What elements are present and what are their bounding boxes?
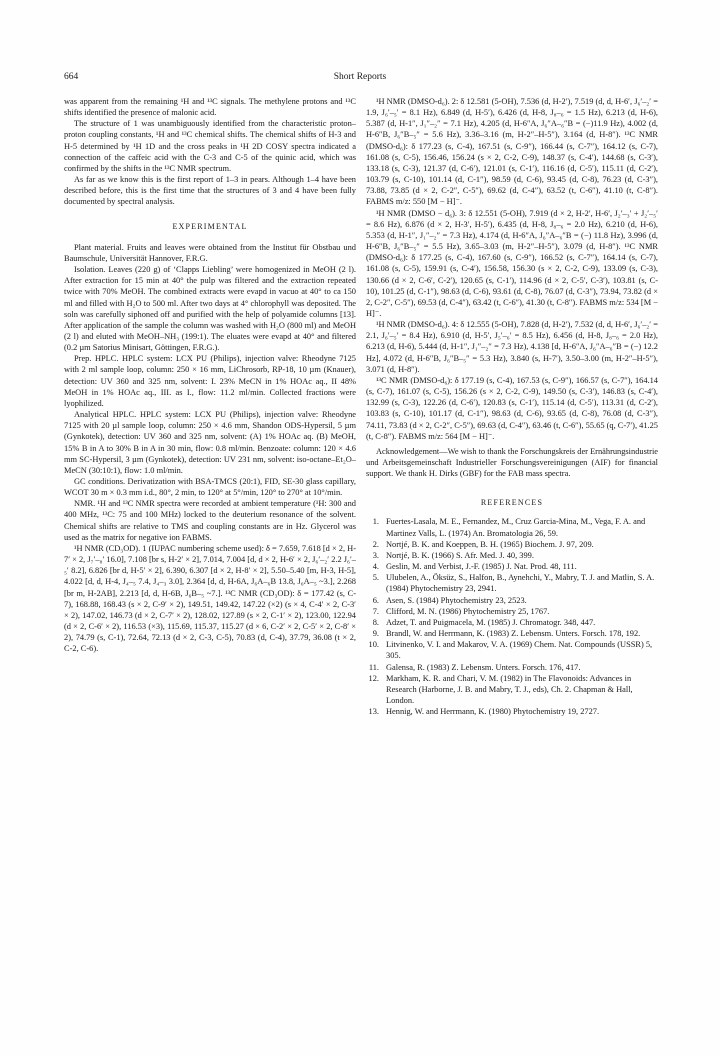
- body-paragraph: NMR. ¹H and ¹³C NMR spectra were recorded at ambient temperature (¹H: 300 and 400 MHz, ¹³C: 75 and 100 MHz) locked to the deuterium resonance of the solvent. Chemical shifts are relative to TMS and coupling constants are in Hz. Glycerol was used as the matrix for negative ion FABMS.: [64, 499, 356, 542]
- body-paragraph: The structure of 1 was unambiguously identified from the characteristic proton–proton coupling constants, ¹H and ¹³C chemical shifts. The chemical shifts of H-3 and H-5 determined by ¹H 1D and the cross peaks in ¹H 2D COSY spectra indicated a connection of the caffeic acid with the C-3 and C-5 of the quinic acid, which was confirmed by the shifts in the ¹³C NMR spectrum.: [64, 119, 356, 173]
- body-paragraph: GC conditions. Derivatization with BSA-TMCS (20:1), FID, SE-30 glass capillary, WCOT 30 m × 0.3 mm i.d., 80°, 2 min, to 120° at 5°/min, 120° to 270° at 10°/min.: [64, 477, 356, 498]
- nmr-paragraph: ¹H NMR (DMSO-d₆). 2: δ 12.581 (5-OH), 7.536 (d, H-2′), 7.519 (d, d, H-6′, J₆′–₂′ = 1.9, J₆′–₅′ = 8.1 Hz), 6.849 (d, H-5′), 6.426 (d, H-8, J₈–₆ = 1.5 Hz), 6.213 (d, H-6), 5.387 (d, H-1″, J₁″–₂″ = 7.1 Hz), 4.205 (d, H-6″A, J₆″A–₆″B = (−)11.9 Hz), 4.002 (d, H-6″B, J₆″B–₅″ = 5.6 Hz), 3.36–3.16 (m, H-2″–H-5″), 3.164 (d, H-8″). ¹³C NMR (DMSO-d₆): δ 177.23 (s, C-4), 167.51 (s, C-9″), 166.44 (s, C-7″), 164.12 (s, C-7), 161.08 (s, C-5), 156.46, 156.24 (s × 2, C-2, C-9), 148.37 (s, C-4′), 144.68 (s, C-3′), 133.18 (s, C-3), 121.37 (d, C-6′), 121.01 (s, C-1′), 116.16 (d, C-5′), 115.11 (d, C-2′), 103.79 (s, C-10), 101.14 (d, C-1″), 98.59 (d, C-6), 93.45 (d, C-8), 76.23 (d, C-3″), 73.88, 73.85 (d × 2, C-2″, C-5″), 69.62 (d, C-4″), 63.52 (t, C-6″), 41.10 (t, C-8″). FABMS m/z: 550 [M − H]⁻.: [366, 97, 658, 207]
- reference-item: 12. Markham, K. R. and Chari, V. M. (1982) in The Flavonoids: Advances in Research (Harborne, J. B. and Mabry, T. J., eds), Ch. 2. Chapman & Hall, London.: [368, 673, 633, 705]
- nmr-paragraph: ¹H NMR (DMSO − d₆). 3: δ 12.551 (5-OH), 7.919 (d × 2, H-2′, H-6′, J₂′–₃′ + J₂′–₅′ = 8.6 Hz), 6.876 (d × 2, H-3′, H-5′), 6.435 (d, H-8, J₈–₆ = 2.0 Hz), 6.210 (d, H-6), 5.353 (d, H-1″, J₁″–₂″ = 7.3 Hz), 4.174 (d, H-6″A, J₆″A–₆″B = (−) 11.8 Hz), 3.996 (d, H-6″B, J₆″B–₅″ = 5.5 Hz), 3.65–3.03 (m, H-2″–H-5″), 3.079 (d, H-8″). ¹³C NMR (DMSO-d₆): δ 177.25 (s, C-4), 167.60 (s, C-9″), 166.52 (s, C-7″), 164.14 (s, C-7), 161.08 (s, C-5), 159.91 (s, C-4′), 156.58, 156.30 (s × 2, C-2, C-9), 133.09 (s, C-3), 130.66 (d × 2, C-6′, C-2′), 120.65 (s, C-1′), 114.96 (d × 2, C-5′, C-3′), 103.81 (s, C-10), 101.25 (d, C-1″), 98.63 (d, C-6), 93.61 (d, C-8), 76.07 (d, C-3″), 73.94, 73.82 (d × 2, C-2″, C-5″), 69.53 (d, C-4″), 63.42 (t, C-6″), 41.30 (t, C-8″). FABMS m/z: 534 [M − H]⁻.: [366, 208, 658, 318]
- body-paragraph: Isolation. Leaves (220 g) of ‘Clapps Liebling’ were homogenized in MeOH (2 l). After extraction for 15 min at 40° the pulp was filtered and the extraction repeated twice with 70% MeOH. The combined extracts were evapd in vacuo at 40° to ca 150 ml and filled with H₂O to 500 ml. After two days at 4° chlorophyll was deposited. The soln was carefully siphoned off and purified with the help of polyamide columns [13]. After application of the sample the column was washed with H₂O (800 ml) and MeOH (2 l) and eluted with MeOH–NH₃ (199:1). The eluates were evapd at 40° and filtered (0.2 µm Satorius Minisart, Göttingen, F.R.G.).: [64, 265, 356, 353]
- acknowledgement: Acknowledgement—We wish to thank the Forschungskreis der Ernährungsindustrie und Arbeitsgemeinschaft Industrieller Forschungsvereinigungen (AIF) for financial support. We thank H. Dirks (GBF) for the FAB mass spectra.: [366, 446, 658, 479]
- reference-item: 2. Nortjé, B. K. and Koeppen, B. H. (1965) Biochem. J. 97, 209.: [372, 539, 594, 549]
- reference-item: 9. Brandl, W. and Herrmann, K. (1983) Z. Lebensm. Unters. Forsch. 178, 192.: [372, 629, 641, 639]
- references-heading: REFERENCES: [480, 498, 544, 508]
- reference-item: 1. Fuertes-Lasala, M. E., Fernandez, M., Cruz Garcia-Mina, M., Vega, F. A. and Martinez Valls, L. (1974) An. Bromatologia 26, 59.: [372, 517, 646, 538]
- reference-item: 13. Hennig, W. and Herrmann, K. (1980) Phytochemistry 19, 2727.: [368, 707, 600, 717]
- nmr-paragraph: ¹³C NMR (DMSO-d₆): δ 177.19 (s, C-4), 167.53 (s, C-9″), 166.57 (s, C-7″), 164.14 (s, C-7), 161.07 (s, C-5), 156.26 (s × 2, C-2, C-9), 149.50 (s, C-3′), 146.83 (s, C-4′), 132.99 (s, C-3), 122.26 (d, C-6′), 120.83 (s, C-1′), 115.14 (d, C-5′), 113.31 (d, C-2′), 103.83 (s, C-10), 101.17 (d, C-1″), 98.63 (d, C-6), 93.65 (d, C-8), 76.08 (d, C-3″), 74.11, 73.83 (d × 2, C-2″, C-5″), 69.63 (d, C-4″), 63.46 (t, C-6″), 55.65 (q, C-7′), 41.25 (t, C-8″). FABMS m/z: 564 [M − H]⁻.: [366, 375, 658, 441]
- running-header: Short Reports: [333, 72, 387, 82]
- body-paragraph: As far as we know this is the first report of 1–3 in pears. Although 1–4 have been described before, this is the first time that the structures of 3 and 4 have been fully documented by spectral analysis.: [64, 175, 356, 207]
- body-paragraph: Analytical HPLC. HPLC system: LCX PU (Philips), injection valve: Rheodyne 7125 with 20 µl sample loop, column: 250 × 4.6 mm, Shandon ODS-Hypersil, 5 µm (Gynkotek), detection: UV 360 and 325 nm, solvent: (A) 1% HOAc aq. (B) MeOH, 15% B in A to 30% B in A in 30 min, flow: 0.8 ml/min. Benzoate: column: 120 × 4.6 mm SC-Hypersil, 3 µm (Gynkotek), detection: UV 231 nm, solvent: iso-octane–Et₂O–MeCN (30:10:1), flow: 1.0 ml/min.: [64, 410, 356, 475]
- reference-item: 3. Nortjé, B. K. (1966) S. Afr. Med. J. 40, 399.: [372, 550, 534, 560]
- body-paragraph: was apparent from the remaining ¹H and ¹³C signals. The methylene protons and ¹³C shifts identified the presence of malonic acid.: [64, 97, 356, 118]
- reference-item: 8. Adzet, T. and Puigmacela, M. (1985) J. Chromatogr. 348, 447.: [372, 617, 596, 627]
- reference-item: 6. Asen, S. (1984) Phytochemistry 23, 2523.: [372, 595, 527, 605]
- nmr-paragraph: ¹H NMR (DMSO-d₆). 4: δ 12.555 (5-OH), 7.828 (d, H-2′), 7.532 (d, d, H-6′, J₆′–₂′ = 2.1, J₆′–₅′ = 8.4 Hz), 6.910 (d, H-5′, J₅′–₆′ = 8.5 Hz), 6.456 (d, H-8, J₈–₆ = 2.0 Hz), 6.213 (d, H-6), 5.444 (d, H-1″, J₁″–₂″ = 7.3 Hz), 4.138 [d, H-6″A, J₆″A–₆″B = (−) 12.2 Hz], 4.072 (d, H-6″B, J₆″B–₅″ = 5.3 Hz), 3.840 (s, H-7′), 3.50–3.00 (m, H-2″–H-5″), 3.071 (d, H-8″).: [366, 320, 658, 374]
- section-heading: EXPERIMENTAL: [172, 221, 248, 231]
- left-column: [64, 96, 356, 655]
- reference-list: [366, 516, 658, 717]
- page-number: 664: [64, 72, 79, 82]
- body-paragraph: Plant material. Fruits and leaves were obtained from the Institut für Obstbau und Baumschule, Universität Hannover, F.R.G.: [64, 242, 356, 263]
- reference-item: 11. Galensa, R. (1983) Z. Lebensm. Unters. Forsch. 176, 417.: [368, 662, 581, 672]
- reference-item: 10. Litvinenko, V. I. and Makarov, V. A. (1969) Chem. Nat. Compounds (USSR) 5, 305.: [368, 640, 653, 661]
- reference-item: 5. Ulubelen, A., Öksüz, S., Halfon, B., Aynehchi, Y., Mabry, T. J. and Matlin, S. A. (1984) Phytochemistry 23, 2941.: [372, 573, 655, 594]
- body-paragraph: Prep. HPLC. HPLC system: LCX PU (Philips), injection valve: Rheodyne 7125 with 2 ml sample loop, column: 250 × 16 mm, LiChrosorb, RP-18, 10 µm (Knauer), detection: UV 360 and 325 nm, solvent: I. 23% MeCN in 1% HOAc aq., II 48% MeOH in 1% HOAc aq., III. as I., flow: 11.2 ml/min. Collected fractions were lyophilized.: [64, 354, 356, 408]
- right-column: [366, 96, 658, 717]
- body-paragraph: ¹H NMR (CD₃OD). 1 (IUPAC numbering scheme used): δ = 7.659, 7.618 [d × 2, H-7′ × 2, J₇′–₈′ 16.0], 7.108 [br s, H-2′ × 2], 7.014, 7.004 [d, d × 2, H-6′ × 2, J₆′–₂′ 2.2 J₆′–₅′ 8.2], 6.826 [br d, H-5′ × 2], 6.390, 6.307 [d × 2, H-8′ × 2], 5.50–5.40 [m, H-3, H-5], 4.022 [d, d, H-4, J₄–₅ 7.4, J₄–₃ 3.0], 2.364 [d, d, H-6A, J₆A–₆B 13.8, J₆A–₅ ~3.], 2.268 [br m, H-2AB], 2.213 [d, d, H-6B, J₆B–₅ ~7.]. ¹³C NMR (CD₃OD): δ = 177.42 (s, C-7), 168.88, 168.43 (s × 2, C-9′ × 2), 149.51, 149.42, 147.22 (×2) (s × 4, C-4′ × 2, C-3′ × 2), 147.02, 146.73 (d × 2, C-7′ × 2), 128.02, 127.89 (s × 2, C-1′ × 2), 123.00, 122.94 (d × 2, C-6′ × 2), 116.53 (×3), 115.69, 115.37, 115.27 (d × 6, C-2′ × 2, C-5′ × 2, C-8′ × 2), 74.79 (s, C-1), 72.64, 72.13 (d × 2, C-3, C-5), 70.83 (d, C-4), 37.79, 36.08 (t × 2, C-2, C-6).: [64, 543, 356, 654]
- reference-item: 4. Geslin, M. and Verbist, J.-F. (1985) J. Nat. Prod. 48, 111.: [372, 562, 577, 572]
- reference-item: 7. Clifford, M. N. (1986) Phytochemistry 25, 1767.: [372, 606, 550, 616]
